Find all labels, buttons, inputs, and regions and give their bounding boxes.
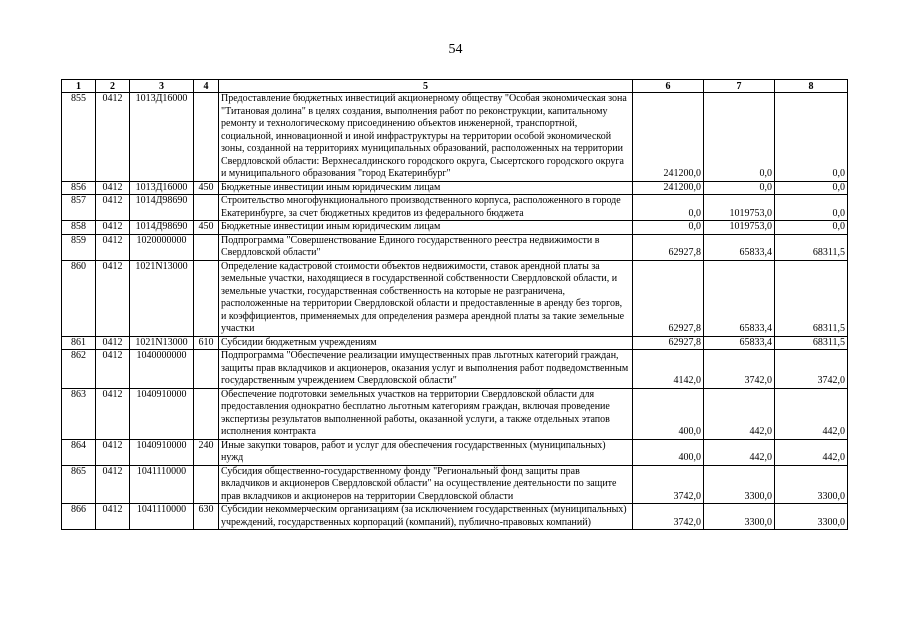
expense-type-cell: 450	[194, 221, 219, 235]
amount-col7-cell: 65833,4	[704, 336, 775, 350]
amount-col8-cell: 0,0	[775, 181, 848, 195]
description-cell: Подпрограмма "Совершенствование Единого государственного реестра недвижимости в Свердловской области"	[219, 234, 633, 260]
amount-col7-cell: 0,0	[704, 93, 775, 182]
budget-table	[61, 79, 848, 530]
amount-col8-cell: 0,0	[775, 93, 848, 182]
description-cell: Бюджетные инвестиции иным юридическим лицам	[219, 221, 633, 235]
table-row	[62, 195, 848, 221]
section-code-cell: 0412	[96, 221, 130, 235]
table-row	[62, 93, 848, 182]
header-cell: 7	[704, 80, 775, 93]
section-code-cell: 0412	[96, 336, 130, 350]
target-article-cell: 1041110000	[130, 504, 194, 530]
section-code-cell: 0412	[96, 195, 130, 221]
row-number-cell: 862	[62, 350, 96, 389]
amount-col6-cell: 0,0	[633, 195, 704, 221]
target-article-cell: 1014Д98690	[130, 195, 194, 221]
amount-col6-cell: 3742,0	[633, 465, 704, 504]
amount-col8-cell: 0,0	[775, 195, 848, 221]
row-number-cell: 855	[62, 93, 96, 182]
section-code-cell: 0412	[96, 439, 130, 465]
section-code-cell: 0412	[96, 388, 130, 439]
table-row	[62, 336, 848, 350]
amount-col8-cell: 68311,5	[775, 234, 848, 260]
expense-type-cell	[194, 195, 219, 221]
amount-col8-cell: 3300,0	[775, 504, 848, 530]
description-cell: Бюджетные инвестиции иным юридическим лицам	[219, 181, 633, 195]
target-article-cell: 1013Д16000	[130, 93, 194, 182]
row-number-cell: 864	[62, 439, 96, 465]
target-article-cell: 1020000000	[130, 234, 194, 260]
description-cell: Строительство многофункционального производственного корпуса, расположенного в городе Екатеринбурге, за счет бюджетных кредитов из федерального бюджета	[219, 195, 633, 221]
table-row	[62, 465, 848, 504]
amount-col8-cell: 0,0	[775, 221, 848, 235]
amount-col7-cell: 442,0	[704, 439, 775, 465]
table-row	[62, 388, 848, 439]
target-article-cell: 1021N13000	[130, 260, 194, 336]
table-row	[62, 350, 848, 389]
amount-col7-cell: 3300,0	[704, 504, 775, 530]
section-code-cell: 0412	[96, 260, 130, 336]
header-cell: 2	[96, 80, 130, 93]
row-number-cell: 866	[62, 504, 96, 530]
description-cell: Субсидия общественно-государственному фонду "Региональный фонд защиты прав вкладчиков и акционеров Свердловской области" на осуществление деятельности по защите прав вкладчиков и акционеров на территории Свердловской области	[219, 465, 633, 504]
amount-col7-cell: 0,0	[704, 181, 775, 195]
description-cell: Предоставление бюджетных инвестиций акционерному обществу "Особая экономическая зона "Титановая долина" в целях создания, выполнения работ по реконструкции, капитальному ремонту и технологическому присоединению объектов инженерной, транспортной, социальной, инновационной и иной инфраструктуры на территории особой экономической зоны, созданной на территориях муниципальных образований, расположенных на территории Свердловской области: Верхнесалдинского городского округа, Сысертского городского округа и муниципального образования "город Екатеринбург"	[219, 93, 633, 182]
row-number-cell: 858	[62, 221, 96, 235]
section-code-cell: 0412	[96, 181, 130, 195]
expense-type-cell: 450	[194, 181, 219, 195]
description-cell: Субсидии некоммерческим организациям (за исключением государственных (муниципальных) учреждений, государственных корпораций (компаний), публично-правовых компаний)	[219, 504, 633, 530]
table-row	[62, 181, 848, 195]
target-article-cell: 1040910000	[130, 439, 194, 465]
amount-col7-cell: 65833,4	[704, 260, 775, 336]
description-cell: Обеспечение подготовки земельных участков на территории Свердловской области для предоставления однократно бесплатно льготным категориям граждан, включая проведение экспертизы результатов выполненной работы, оказанной услуги, а также отдельных этапов исполнения контракта	[219, 388, 633, 439]
amount-col8-cell: 442,0	[775, 439, 848, 465]
row-number-cell: 865	[62, 465, 96, 504]
expense-type-cell	[194, 93, 219, 182]
amount-col6-cell: 62927,8	[633, 260, 704, 336]
amount-col6-cell: 4142,0	[633, 350, 704, 389]
row-number-cell: 860	[62, 260, 96, 336]
target-article-cell: 1041110000	[130, 465, 194, 504]
description-cell: Подпрограмма "Обеспечение реализации имущественных прав льготных категорий граждан, защиты прав вкладчиков и акционеров, оказания услуг и выполнения работ подведомственным государственным учреждением Свердловской области"	[219, 350, 633, 389]
amount-col7-cell: 3300,0	[704, 465, 775, 504]
description-cell: Субсидии бюджетным учреждениям	[219, 336, 633, 350]
row-number-cell: 863	[62, 388, 96, 439]
header-cell: 6	[633, 80, 704, 93]
amount-col6-cell: 400,0	[633, 388, 704, 439]
amount-col6-cell: 3742,0	[633, 504, 704, 530]
amount-col8-cell: 68311,5	[775, 260, 848, 336]
description-cell: Иные закупки товаров, работ и услуг для обеспечения государственных (муниципальных) нужд	[219, 439, 633, 465]
amount-col6-cell: 241200,0	[633, 181, 704, 195]
section-code-cell: 0412	[96, 504, 130, 530]
amount-col6-cell: 241200,0	[633, 93, 704, 182]
amount-col6-cell: 400,0	[633, 439, 704, 465]
amount-col8-cell: 3300,0	[775, 465, 848, 504]
description-cell: Определение кадастровой стоимости объектов недвижимости, ставок арендной платы за земельные участки, находящиеся в государственной собственности Свердловской области, и земельные участки, государственная собственность на которые не разграничена, расположенные на территории Свердловской области и предоставленные в аренду без торгов, и коэффициентов, применяемых для определения размера арендной платы за такие земельные участки	[219, 260, 633, 336]
row-number-cell: 861	[62, 336, 96, 350]
amount-col7-cell: 65833,4	[704, 234, 775, 260]
row-number-cell: 856	[62, 181, 96, 195]
header-cell: 4	[194, 80, 219, 93]
table-body	[62, 93, 848, 530]
header-row	[62, 80, 848, 93]
expense-type-cell: 610	[194, 336, 219, 350]
header-cell: 5	[219, 80, 633, 93]
amount-col6-cell: 62927,8	[633, 336, 704, 350]
row-number-cell: 859	[62, 234, 96, 260]
header-cell: 3	[130, 80, 194, 93]
expense-type-cell	[194, 465, 219, 504]
target-article-cell: 1040910000	[130, 388, 194, 439]
amount-col8-cell: 442,0	[775, 388, 848, 439]
row-number-cell: 857	[62, 195, 96, 221]
amount-col8-cell: 68311,5	[775, 336, 848, 350]
expense-type-cell	[194, 234, 219, 260]
section-code-cell: 0412	[96, 234, 130, 260]
expense-type-cell	[194, 350, 219, 389]
table-row	[62, 234, 848, 260]
amount-col6-cell: 62927,8	[633, 234, 704, 260]
header-cell: 1	[62, 80, 96, 93]
table-row	[62, 504, 848, 530]
target-article-cell: 1040000000	[130, 350, 194, 389]
amount-col7-cell: 3742,0	[704, 350, 775, 389]
target-article-cell: 1013Д16000	[130, 181, 194, 195]
header-cell: 8	[775, 80, 848, 93]
section-code-cell: 0412	[96, 350, 130, 389]
table-row	[62, 439, 848, 465]
expense-type-cell: 240	[194, 439, 219, 465]
table-row	[62, 260, 848, 336]
page-number: 54	[448, 42, 463, 57]
section-code-cell: 0412	[96, 93, 130, 182]
amount-col8-cell: 3742,0	[775, 350, 848, 389]
amount-col6-cell: 0,0	[633, 221, 704, 235]
section-code-cell: 0412	[96, 465, 130, 504]
target-article-cell: 1021N13000	[130, 336, 194, 350]
amount-col7-cell: 442,0	[704, 388, 775, 439]
table-row	[62, 221, 848, 235]
target-article-cell: 1014Д98690	[130, 221, 194, 235]
expense-type-cell	[194, 260, 219, 336]
amount-col7-cell: 1019753,0	[704, 195, 775, 221]
expense-type-cell	[194, 388, 219, 439]
expense-type-cell: 630	[194, 504, 219, 530]
amount-col7-cell: 1019753,0	[704, 221, 775, 235]
